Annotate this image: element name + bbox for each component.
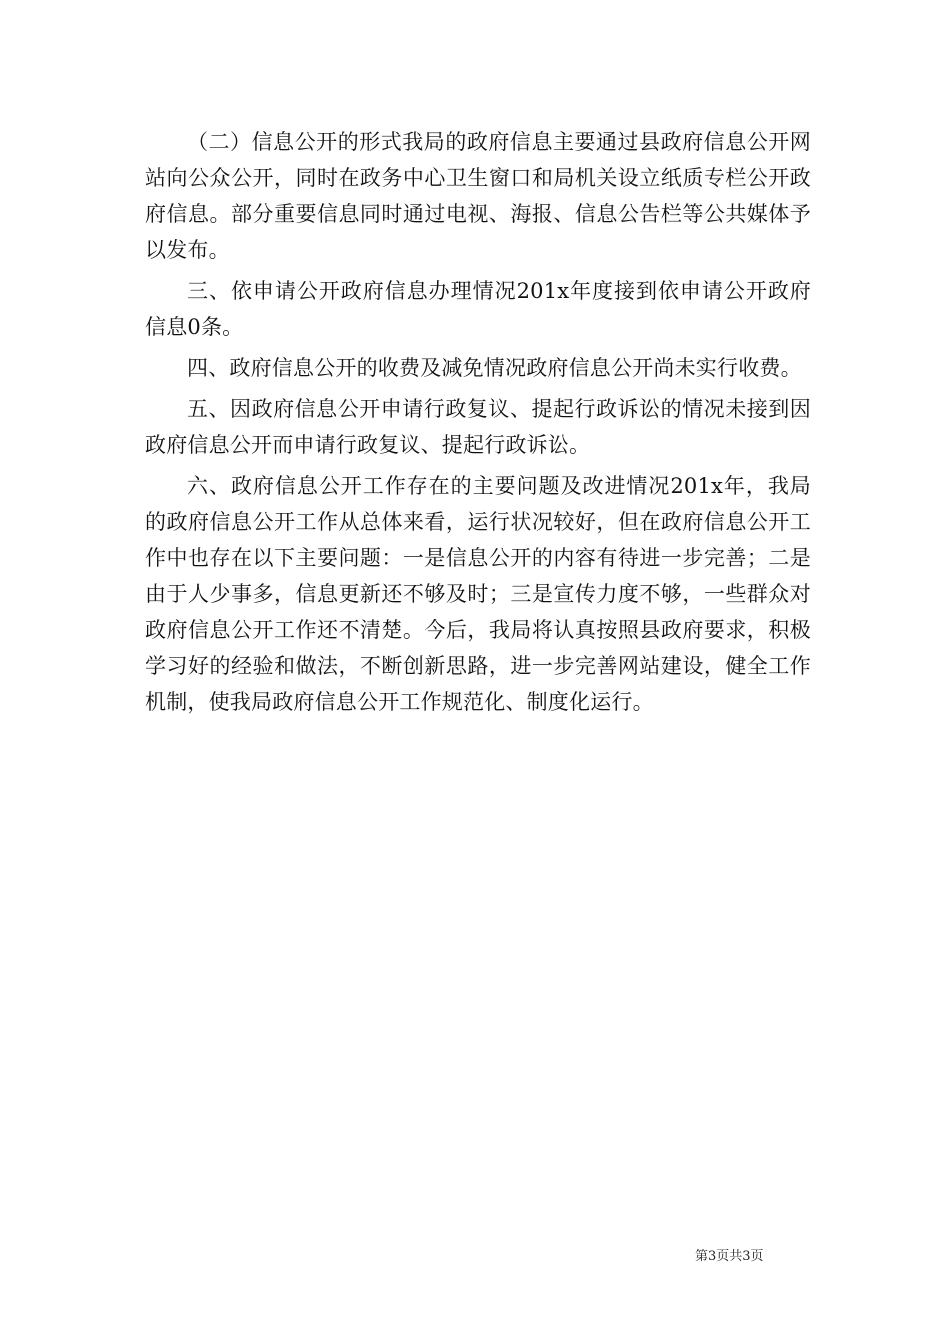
paragraph-main-problems: 六、政府信息公开工作存在的主要问题及改进情况201x年，我局的政府信息公开工作从总体来看，运行状况较好，但在政府信息公开工作中也存在以下主要问题：一是信息公开的内容有待进一步完善；二是由于人少事多，信息更新还不够及时；三是宣传力度不够，一些群众对政府信息公开工作还不清楚。今后，我局将认真按照县政府要求，积极学习好的经验和做法，不断创新思路，进一步完善网站建设，健全工作机制，使我局政府信息公开工作规范化、制度化运行。 xyxy=(145,474,811,714)
paragraph-fees-and-waivers: 四、政府信息公开的收费及减免情况政府信息公开尚未实行收费。 xyxy=(187,356,802,380)
document-body xyxy=(145,124,811,720)
page-number-footer: 第3页共3页 xyxy=(695,1249,764,1264)
paragraph-administrative-review: 五、因政府信息公开申请行政复议、提起行政诉讼的情况未接到因政府信息公开而申请行政复议、提起行政诉讼。 xyxy=(145,397,811,457)
paragraph-application-disclosure: 三、依申请公开政府信息办理情况201x年度接到依申请公开政府信息0条。 xyxy=(145,279,811,339)
paragraph-info-disclosure-form: （二）信息公开的形式我局的政府信息主要通过县政府信息公开网站向公众公开，同时在政务中心卫生窗口和局机关设立纸质专栏公开政府信息。部分重要信息同时通过电视、海报、信息公告栏等公共媒体予以发布。 xyxy=(145,130,811,262)
